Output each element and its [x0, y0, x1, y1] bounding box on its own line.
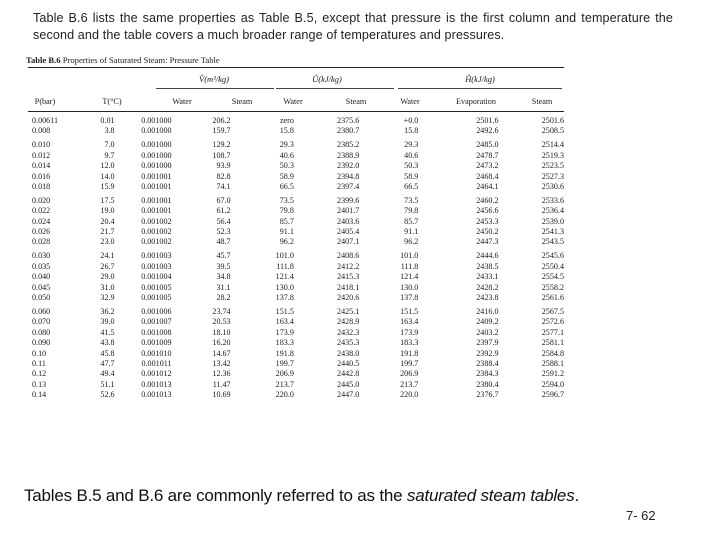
table-caption — [26, 55, 220, 65]
table-cell: 0.018 — [32, 181, 51, 191]
table-cell: 29.3 — [404, 140, 419, 150]
table-cell: 220.0 — [275, 390, 294, 400]
table-cell: 2392.9 — [476, 348, 499, 358]
table-cell: 2584.8 — [541, 348, 564, 358]
table-cell: 15.8 — [404, 126, 419, 136]
table-cell: 0.001013 — [141, 390, 172, 400]
col-header-h-steam: Steam — [531, 97, 553, 106]
table-cell: 2415.3 — [337, 272, 360, 282]
table-cell: zero — [279, 116, 294, 125]
table-cell: 29.0 — [100, 272, 115, 282]
table-cell: 2530.6 — [541, 181, 564, 191]
table-cell: 0.014 — [32, 161, 51, 171]
col-header-vol-water: Water — [172, 97, 192, 106]
table-cell: 183.3 — [275, 338, 294, 348]
table-cell: 0.01 — [100, 116, 115, 125]
table-cell: 39.0 — [100, 317, 115, 327]
energy-subrule — [276, 88, 394, 89]
enthalpy-subrule — [398, 88, 562, 89]
table-cell: 40.6 — [279, 150, 294, 160]
table-cell: 21.7 — [100, 227, 115, 237]
table-cell: 2541.3 — [541, 227, 564, 237]
table-cell: 50.3 — [279, 161, 294, 171]
table-cell: 111.8 — [276, 261, 294, 271]
table-cell: 2408.6 — [337, 251, 360, 261]
table-row — [26, 116, 564, 126]
table-cell: 67.0 — [216, 195, 231, 205]
table-cell: 23.0 — [100, 237, 115, 247]
table-cell: 2399.6 — [337, 195, 360, 205]
table-cell: 121.4 — [400, 272, 419, 282]
table-cell: 2407.1 — [337, 237, 360, 247]
bottom-statement-emphasis: saturated steam tables — [406, 486, 575, 505]
table-cell: 2438.0 — [337, 348, 360, 358]
table-cell: 0.13 — [32, 379, 47, 389]
table-cell: 0.00611 — [32, 116, 59, 125]
table-cell: 52.3 — [216, 227, 231, 237]
table-cell: 2501.6 — [476, 116, 499, 125]
table-cell: 2478.7 — [476, 150, 499, 160]
table-cell: 14.0 — [100, 171, 115, 181]
table-cell: 0.001011 — [141, 358, 172, 368]
table-cell: 58.9 — [279, 171, 294, 181]
table-cell: 2432.3 — [337, 327, 360, 337]
table-cell: 0.001005 — [141, 282, 172, 292]
table-cell: 12.36 — [212, 369, 231, 379]
table-cell: 85.7 — [279, 216, 294, 226]
table-cell: 2514.4 — [541, 140, 564, 150]
table-cell: 130.0 — [400, 282, 419, 292]
table-row — [26, 172, 564, 182]
table-cell: 0.016 — [32, 171, 51, 181]
table-cell: 3.8 — [104, 126, 115, 136]
table-cell: 213.7 — [275, 379, 294, 389]
table-row — [26, 182, 564, 192]
table-cell: 130.0 — [275, 282, 294, 292]
table-cell: 2445.0 — [337, 379, 360, 389]
table-cell: 31.1 — [216, 282, 231, 292]
table-cell: 2403.2 — [476, 327, 499, 337]
table-cell: 13.42 — [212, 358, 231, 368]
table-cell: 199.7 — [275, 358, 294, 368]
table-caption-text: Properties of Saturated Steam: Pressure Table — [62, 55, 220, 65]
table-cell: 2527.3 — [541, 171, 564, 181]
table-cell: 163.4 — [400, 317, 419, 327]
table-row — [26, 227, 564, 237]
table-cell: 2428.2 — [476, 282, 499, 292]
table-cell: 206.2 — [212, 116, 231, 125]
table-cell: 85.7 — [404, 216, 419, 226]
table-cell: 2464.1 — [476, 181, 499, 191]
table-cell: 2561.6 — [541, 293, 564, 302]
table-row — [26, 349, 564, 359]
table-cell: 220.0 — [400, 390, 419, 400]
table-cell: 0.001000 — [141, 161, 172, 171]
table-cell: 2376.7 — [476, 390, 499, 400]
table-cell: 73.5 — [404, 195, 419, 205]
table-cell: 15.8 — [279, 126, 294, 136]
col-header-h-water: Water — [400, 97, 420, 106]
table-cell: 183.3 — [400, 338, 419, 348]
table-cell: 2388.9 — [337, 150, 360, 160]
table-cell: 0.022 — [32, 206, 51, 216]
table-cell: 2519.3 — [541, 150, 564, 160]
table-row — [26, 338, 564, 348]
table-cell: 0.001004 — [141, 272, 172, 282]
table-cell: 0.001001 — [141, 171, 172, 181]
table-cell: 2425.1 — [337, 306, 360, 316]
table-cell: 2596.7 — [541, 390, 564, 400]
table-cell: 2485.0 — [476, 140, 499, 150]
col-header-vol-steam: Steam — [231, 97, 253, 106]
table-cell: 36.2 — [100, 306, 115, 316]
table-cell: 23.74 — [212, 306, 231, 316]
table-cell: 45.7 — [216, 251, 231, 261]
table-cell: 2388.4 — [476, 358, 499, 368]
table-cell: 0.026 — [32, 227, 51, 237]
table-cell: 0.030 — [32, 251, 51, 261]
table-cell: 2428.9 — [337, 317, 360, 327]
table-cell: 2577.1 — [541, 327, 564, 337]
table-cell: 2384.3 — [476, 369, 499, 379]
table-cell: 2397.9 — [476, 338, 499, 348]
table-cell: 2416.0 — [476, 306, 499, 316]
table-cell: 2492.6 — [476, 126, 499, 136]
table-cell: 137.8 — [400, 293, 419, 302]
table-cell: 19.0 — [100, 206, 115, 216]
table-cell: 101.0 — [400, 251, 419, 261]
table-cell: 2567.5 — [541, 306, 564, 316]
table-cell: 0.040 — [32, 272, 51, 282]
table-cell: 2447.0 — [337, 390, 360, 400]
table-cell: 0.010 — [32, 140, 51, 150]
table-cell: 2420.6 — [337, 293, 360, 302]
table-cell: 2558.2 — [541, 282, 564, 292]
table-cell: 73.5 — [279, 195, 294, 205]
table-cell: 2438.5 — [476, 261, 499, 271]
table-cell: 2375.6 — [337, 116, 360, 125]
table-cell: 43.8 — [100, 338, 115, 348]
table-row — [26, 217, 564, 227]
table-cell: 2594.0 — [541, 379, 564, 389]
table-cell: 0.028 — [32, 237, 51, 247]
col-header-u-steam: Steam — [345, 97, 367, 106]
table-row — [26, 380, 564, 390]
table-cell: 48.7 — [216, 237, 231, 247]
table-cell: 2409.2 — [476, 317, 499, 327]
table-cell: 0.001008 — [141, 327, 172, 337]
table-cell: 0.001000 — [141, 150, 172, 160]
table-cell: 199.7 — [400, 358, 419, 368]
table-cell: 0.001003 — [141, 261, 172, 271]
table-cell: 28.2 — [216, 293, 231, 302]
table-row — [26, 206, 564, 216]
table-cell: 2508.5 — [541, 126, 564, 136]
table-cell: 191.8 — [400, 348, 419, 358]
table-row — [26, 262, 564, 272]
table-cell: 47.7 — [100, 358, 115, 368]
table-cell: 0.060 — [32, 306, 51, 316]
bottom-statement-end: . — [574, 486, 580, 505]
table-row — [26, 283, 564, 293]
table-cell: 0.001001 — [141, 206, 172, 216]
table-cell: 51.1 — [100, 379, 115, 389]
enthalpy-group-header: Ĥ(kJ/kg) — [465, 74, 495, 84]
table-cell: 173.9 — [275, 327, 294, 337]
table-cell: 2418.1 — [337, 282, 360, 292]
table-cell: 0.001002 — [141, 227, 172, 237]
table-row — [26, 317, 564, 327]
table-cell: 20.4 — [100, 216, 115, 226]
table-cell: 0.001009 — [141, 338, 172, 348]
table-cell: 91.1 — [404, 227, 419, 237]
table-cell: 39.5 — [216, 261, 231, 271]
table-cell: 61.2 — [216, 206, 231, 216]
table-cell: 191.8 — [275, 348, 294, 358]
table-cell: 2380.4 — [476, 379, 499, 389]
table-row — [26, 359, 564, 369]
table-cell: 40.6 — [404, 150, 419, 160]
table-row — [26, 293, 564, 303]
table-cell: 2554.5 — [541, 272, 564, 282]
internal-energy-group-header: Û(kJ/kg) — [312, 74, 342, 84]
table-cell: 0.001013 — [141, 379, 172, 389]
table-cell: 2473.2 — [476, 161, 499, 171]
table-cell: 2591.2 — [541, 369, 564, 379]
table-cell: 111.8 — [400, 261, 419, 271]
table-row — [26, 137, 564, 151]
table-cell: 206.9 — [400, 369, 419, 379]
table-cell: 121.4 — [275, 272, 294, 282]
table-cell: 213.7 — [400, 379, 419, 389]
table-cell: 11.47 — [212, 379, 231, 389]
table-cell: 41.5 — [100, 327, 115, 337]
table-cell: 2543.5 — [541, 237, 564, 247]
table-cell: 2539.0 — [541, 216, 564, 226]
bottom-statement — [24, 486, 579, 506]
table-cell: 2501.6 — [541, 116, 564, 125]
table-cell: 151.5 — [275, 306, 294, 316]
table-cell: 0.001007 — [141, 317, 172, 327]
steam-data-table — [26, 116, 564, 401]
table-cell: 0.001000 — [141, 126, 172, 136]
table-cell: 96.2 — [404, 237, 419, 247]
col-header-u-water: Water — [283, 97, 303, 106]
table-cell: 0.14 — [32, 390, 47, 400]
table-cell: 2440.5 — [337, 358, 360, 368]
volume-group-header: V̂(m³/kg) — [199, 74, 229, 84]
steam-table-image — [26, 52, 566, 430]
table-cell: 0.001012 — [141, 369, 172, 379]
table-row — [26, 151, 564, 161]
table-cell: 34.8 — [216, 272, 231, 282]
intro-paragraph: Table B.6 lists the same properties as Table B.5, except that pressure is the first column and temperature the second and the table covers a much broader range of temperatures and pressures. — [33, 11, 673, 42]
table-cell: 2536.4 — [541, 206, 564, 216]
table-cell: 0.080 — [32, 327, 51, 337]
slide-number: 7- 62 — [626, 508, 656, 523]
table-row — [26, 126, 564, 136]
table-cell: 45.8 — [100, 348, 115, 358]
table-cell: 17.5 — [100, 195, 115, 205]
table-cell: 0.008 — [32, 126, 51, 136]
table-cell: 0.001003 — [141, 251, 172, 261]
table-cell: 0.11 — [32, 358, 46, 368]
table-cell: 58.9 — [404, 171, 419, 181]
table-cell: 2460.2 — [476, 195, 499, 205]
table-cell: 2423.8 — [476, 293, 499, 302]
table-row — [26, 272, 564, 282]
table-cell: 56.4 — [216, 216, 231, 226]
table-cell: 2412.2 — [337, 261, 360, 271]
top-rule — [28, 67, 564, 68]
table-cell: 0.012 — [32, 150, 51, 160]
table-cell: 96.2 — [279, 237, 294, 247]
table-cell: 2405.4 — [337, 227, 360, 237]
table-cell: 31.0 — [100, 282, 115, 292]
table-cell: 159.7 — [212, 126, 231, 136]
table-cell: 0.090 — [32, 338, 51, 348]
table-cell: 9.7 — [104, 150, 115, 160]
table-cell: 0.035 — [32, 261, 51, 271]
table-row — [26, 237, 564, 247]
table-cell: 12.0 — [100, 161, 115, 171]
col-header-pressure: P(bar) — [34, 97, 56, 106]
table-row — [26, 248, 564, 262]
table-cell: 2533.6 — [541, 195, 564, 205]
col-header-h-evaporation: Evaporation — [455, 97, 496, 106]
table-cell: 0.050 — [32, 293, 51, 302]
table-cell: 2550.4 — [541, 261, 564, 271]
table-cell: 0.045 — [32, 282, 51, 292]
table-cell: 2401.7 — [337, 206, 360, 216]
table-cell: 0.001000 — [141, 140, 172, 150]
table-cell: 0.020 — [32, 195, 51, 205]
table-row — [26, 192, 564, 206]
table-cell: 0.001001 — [141, 181, 172, 191]
table-cell: 2450.2 — [476, 227, 499, 237]
table-cell: 0.001000 — [141, 116, 172, 125]
table-cell: 0.001002 — [141, 216, 172, 226]
table-cell: 20.53 — [212, 317, 231, 327]
table-cell: 24.1 — [100, 251, 115, 261]
table-cell: 101.0 — [275, 251, 294, 261]
table-cell: 129.2 — [212, 140, 231, 150]
table-row — [26, 390, 564, 400]
table-cell: 2581.1 — [541, 338, 564, 348]
header-rule — [28, 111, 564, 112]
table-cell: 7.0 — [104, 140, 115, 150]
table-cell: 2392.0 — [337, 161, 360, 171]
table-cell: 50.3 — [404, 161, 419, 171]
table-cell: 2442.8 — [337, 369, 360, 379]
table-cell: 52.6 — [100, 390, 115, 400]
table-cell: 18.10 — [212, 327, 231, 337]
table-cell: 137.8 — [275, 293, 294, 302]
table-cell: 0.070 — [32, 317, 51, 327]
table-cell: 74.1 — [216, 181, 231, 191]
table-cell: 2385.2 — [337, 140, 360, 150]
table-cell: 15.9 — [100, 181, 115, 191]
table-row — [26, 161, 564, 171]
table-cell: +0.0 — [403, 116, 419, 125]
table-cell: 206.9 — [275, 369, 294, 379]
table-cell: 0.001006 — [141, 306, 172, 316]
table-row — [26, 369, 564, 379]
table-cell: 2572.6 — [541, 317, 564, 327]
table-cell: 2394.8 — [337, 171, 360, 181]
table-caption-number: Table B.6 — [26, 55, 61, 65]
table-cell: 163.4 — [275, 317, 294, 327]
table-row — [26, 328, 564, 338]
table-row — [26, 303, 564, 317]
table-cell: 2397.4 — [337, 181, 360, 191]
table-cell: 0.001002 — [141, 237, 172, 247]
table-cell: 79.8 — [404, 206, 419, 216]
col-header-temperature: T(°C) — [102, 97, 122, 106]
table-cell: 66.5 — [279, 181, 294, 191]
table-cell: 2468.4 — [476, 171, 499, 181]
table-cell: 151.5 — [400, 306, 419, 316]
table-cell: 26.7 — [100, 261, 115, 271]
table-cell: 16.20 — [212, 338, 231, 348]
table-cell: 0.024 — [32, 216, 51, 226]
table-cell: 2444.6 — [476, 251, 499, 261]
table-cell: 0.12 — [32, 369, 47, 379]
table-cell: 32.9 — [100, 293, 115, 302]
table-cell: 2403.6 — [337, 216, 360, 226]
table-cell: 49.4 — [100, 369, 115, 379]
table-cell: 0.10 — [32, 348, 47, 358]
table-cell: 2456.6 — [476, 206, 499, 216]
table-cell: 29.3 — [279, 140, 294, 150]
table-cell: 2588.1 — [541, 358, 564, 368]
table-cell: 2453.3 — [476, 216, 499, 226]
table-cell: 91.1 — [279, 227, 294, 237]
table-cell: 2523.5 — [541, 161, 564, 171]
table-cell: 2447.3 — [476, 237, 499, 247]
table-cell: 0.001001 — [141, 195, 172, 205]
table-cell: 14.67 — [212, 348, 231, 358]
table-cell: 0.001010 — [141, 348, 172, 358]
volume-subrule — [156, 88, 274, 89]
table-cell: 2433.1 — [476, 272, 499, 282]
table-cell: 2435.3 — [337, 338, 360, 348]
table-cell: 2380.7 — [337, 126, 360, 136]
table-cell: 66.5 — [404, 181, 419, 191]
bottom-statement-text: Tables B.5 and B.6 are commonly referred to as the — [24, 486, 407, 505]
table-cell: 10.69 — [212, 390, 231, 400]
table-cell: 108.7 — [212, 150, 231, 160]
table-cell: 173.9 — [400, 327, 419, 337]
table-cell: 2545.6 — [541, 251, 564, 261]
table-cell: 0.001005 — [141, 293, 172, 302]
table-cell: 82.8 — [216, 171, 231, 181]
table-cell: 79.8 — [279, 206, 294, 216]
table-cell: 93.9 — [216, 161, 231, 171]
